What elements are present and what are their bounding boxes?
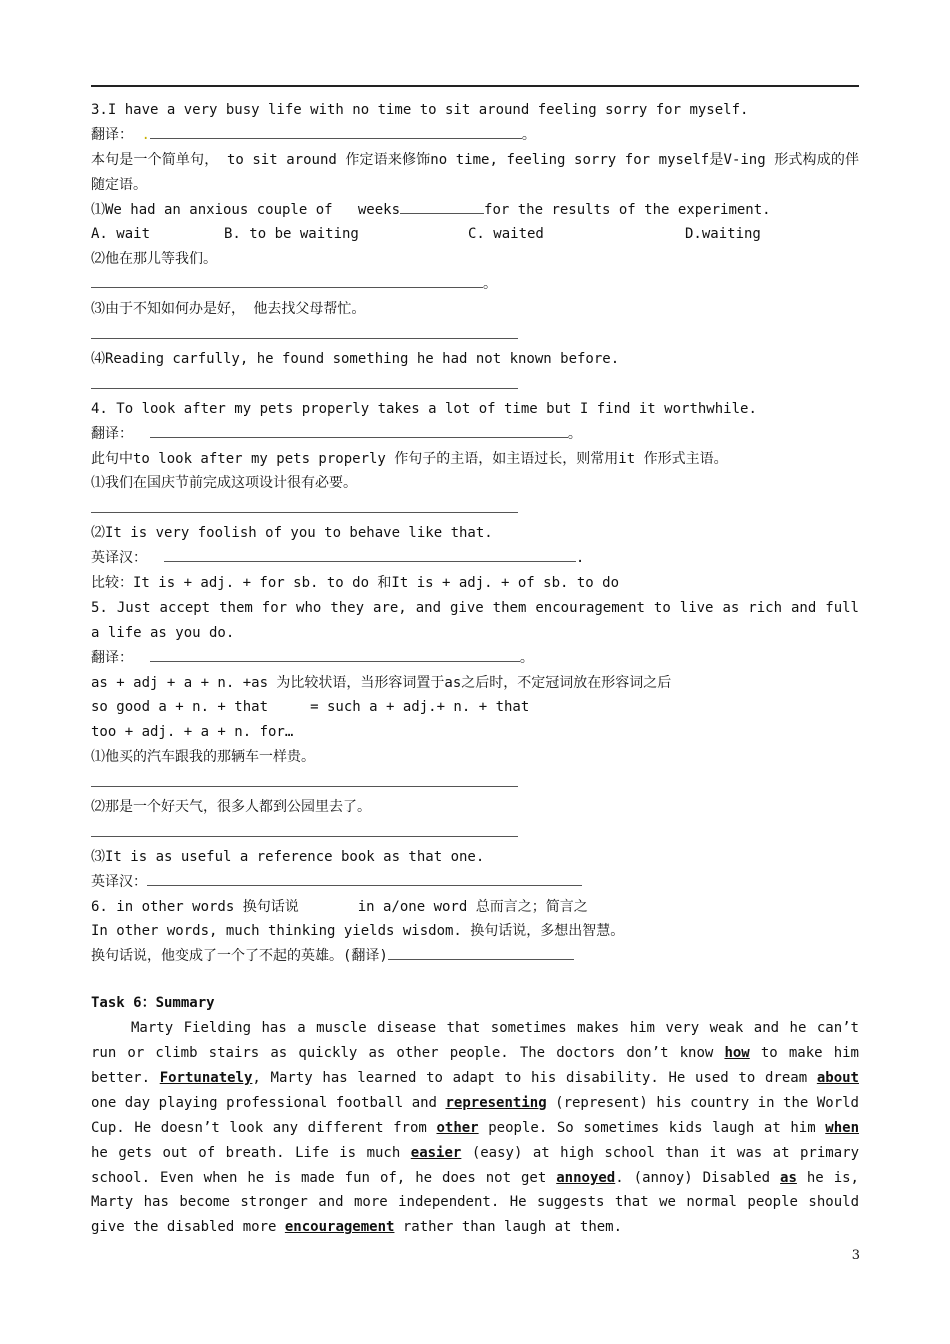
- summary-text: , Marty has learned to adapt to his disability. He used to dream: [252, 1069, 817, 1086]
- item3-q4: ⑷Reading carfully, he found something he had not known before.: [91, 350, 620, 367]
- summary-text: . (annoy) Disabled: [615, 1169, 781, 1186]
- translate-blank[interactable]: [150, 647, 520, 662]
- item5-sentence: 5. Just accept them for who they are, and give them encouragement to live as rich and full a life as you do.: [91, 599, 859, 641]
- mark-dot: .: [141, 126, 150, 143]
- item3-q1: [91, 198, 859, 223]
- summary-text: to make him better.: [91, 1045, 859, 1086]
- item6-line3: [91, 944, 859, 969]
- summary-text: rather than laugh at them.: [394, 1219, 623, 1236]
- answer-blank[interactable]: [91, 770, 518, 787]
- item4-translate-line: [91, 422, 859, 447]
- item3-explain: 本句是一个简单句， to sit around 作定语来修饰no time, feeling sorry for myself是V-ing 形式构成的伴随定语。: [91, 151, 859, 193]
- translate-blank[interactable]: [147, 871, 582, 886]
- item3-q3: ⑶由于不知如何办是好， 他去找父母帮忙。: [91, 301, 366, 318]
- answer-how: how: [724, 1045, 750, 1062]
- item5-translate-line: [91, 646, 859, 671]
- period: 。: [519, 649, 534, 666]
- option-c[interactable]: C. waited: [468, 226, 544, 243]
- translate-label: 翻译：: [91, 126, 133, 143]
- item6-line1: 6. in other words 换句话说 in a/one word 总而言之；简言之: [91, 898, 588, 915]
- period: 。: [567, 425, 582, 442]
- answer-fortunately: Fortunately: [159, 1069, 253, 1086]
- item3-q4-answer-line: [91, 372, 859, 397]
- answer-as: as: [780, 1169, 797, 1186]
- item5-en-cn-line: [91, 870, 859, 895]
- item4-q2: ⑵It is very foolish of you to behave like that.: [91, 525, 493, 542]
- translate-blank[interactable]: [150, 423, 568, 438]
- item5-rule1: as + adj + a + n. +as 为比较状语，当形容词置于as之后时，不定冠词放在形容词之后: [91, 674, 672, 691]
- summary-text: people. So sometimes kids laugh at him: [478, 1119, 826, 1136]
- item6-line3-text: 换句话说，他变成了一个了不起的英雄。(翻译): [91, 948, 388, 965]
- item5-q3: ⑶It is as useful a reference book as that one.: [91, 848, 485, 865]
- translate-blank[interactable]: [388, 945, 574, 960]
- translate-blank[interactable]: [164, 547, 576, 562]
- item3-sentence: 3.I have a very busy life with no time to sit around feeling sorry for myself.: [91, 102, 749, 118]
- section-gap: [91, 969, 859, 991]
- summary-text: he is, Marty has become stronger and more independent. He suggests that we normal people should give the disabled more: [91, 1169, 859, 1236]
- summary-text: Marty Fielding has a muscle disease that sometimes makes him very weak and he can’t run or climb stairs as quickly as other people. The doctors don’t know: [91, 1020, 859, 1062]
- item3-options: [91, 222, 859, 247]
- en-cn-label: 英译汉：: [91, 873, 147, 890]
- task6-title: Task 6：Summary: [91, 995, 215, 1012]
- item4-compare: 比较：It is + adj. + for sb. to do 和It is + adj. + of sb. to do: [91, 574, 620, 591]
- translate-blank[interactable]: [150, 124, 522, 139]
- option-d[interactable]: D.waiting: [685, 226, 761, 243]
- q1-text-b: for the results of the experiment.: [484, 201, 771, 218]
- answer-when: when: [825, 1119, 859, 1136]
- header-rule: [91, 85, 859, 87]
- summary-text: (easy) at high school than it was at primary school. Even when he is made fun of, he does not get: [91, 1144, 859, 1186]
- summary-text: (represent) his country in the World Cup. He doesn’t look any different from: [91, 1094, 859, 1136]
- item5-q2: ⑵那是一个好天气，很多人都到公园里去了。: [91, 799, 371, 815]
- item3-q2: ⑵他在那儿等我们。: [91, 251, 217, 268]
- answer-blank[interactable]: [91, 820, 518, 837]
- period: .: [575, 550, 585, 567]
- answer-other: other: [436, 1119, 479, 1136]
- page-number: 3: [851, 1248, 860, 1263]
- summary-text: he gets out of breath. Life is much: [91, 1144, 411, 1161]
- item4-explain: 此句中to look after my pets properly 作句子的主语，如主语过长，则常用it 作形式主语。: [91, 450, 728, 467]
- option-b[interactable]: B. to be waiting: [224, 226, 359, 243]
- answer-blank[interactable]: [91, 496, 518, 513]
- item4-q1: ⑴我们在国庆节前完成这项设计很有必要。: [91, 475, 357, 492]
- answer-about: about: [816, 1069, 859, 1086]
- item5-q1: ⑴他买的汽车跟我的那辆车一样贵。: [91, 749, 315, 766]
- item5-rule2: so good a + n. + that = such a + adj.+ n. + that: [91, 699, 530, 716]
- answer-easier: easier: [410, 1144, 462, 1161]
- answer-blank[interactable]: [91, 322, 518, 339]
- item5-q2-answer-line: [91, 820, 859, 845]
- item4-q1-answer-line: [91, 496, 859, 521]
- answer-blank[interactable]: [91, 372, 518, 389]
- q1-blank[interactable]: [400, 199, 484, 214]
- summary-text: one day playing professional football and: [91, 1094, 446, 1111]
- worksheet-content: [91, 98, 859, 1240]
- item4-sentence: 4. To look after my pets properly takes a lot of time but I find it worthwhile.: [91, 400, 757, 417]
- period: 。: [521, 126, 536, 143]
- period: 。: [483, 276, 497, 293]
- item3-q3-answer-line: [91, 322, 859, 347]
- item5-q1-answer-line: [91, 770, 859, 795]
- answer-annoyed: annoyed: [556, 1169, 616, 1186]
- item6-line2: In other words, much thinking yields wisdom. 换句话说，多想出智慧。: [91, 923, 625, 940]
- answer-encouragement: encouragement: [284, 1219, 395, 1236]
- q1-text-a: ⑴We had an anxious couple of weeks: [91, 201, 401, 218]
- item5-rule3: too + adj. + a + n. for…: [91, 724, 294, 741]
- task6-summary: [91, 1016, 859, 1240]
- option-a[interactable]: A. wait: [91, 226, 151, 243]
- item3-translate-line: [91, 123, 859, 148]
- item3-q2-answer-line: [91, 272, 859, 297]
- en-cn-label: 英译汉：: [91, 550, 147, 567]
- answer-representing: representing: [445, 1094, 547, 1111]
- answer-blank[interactable]: [91, 273, 483, 288]
- translate-label: 翻译：: [91, 425, 133, 442]
- translate-label: 翻译：: [91, 649, 133, 666]
- item4-en-cn-line: [91, 546, 859, 571]
